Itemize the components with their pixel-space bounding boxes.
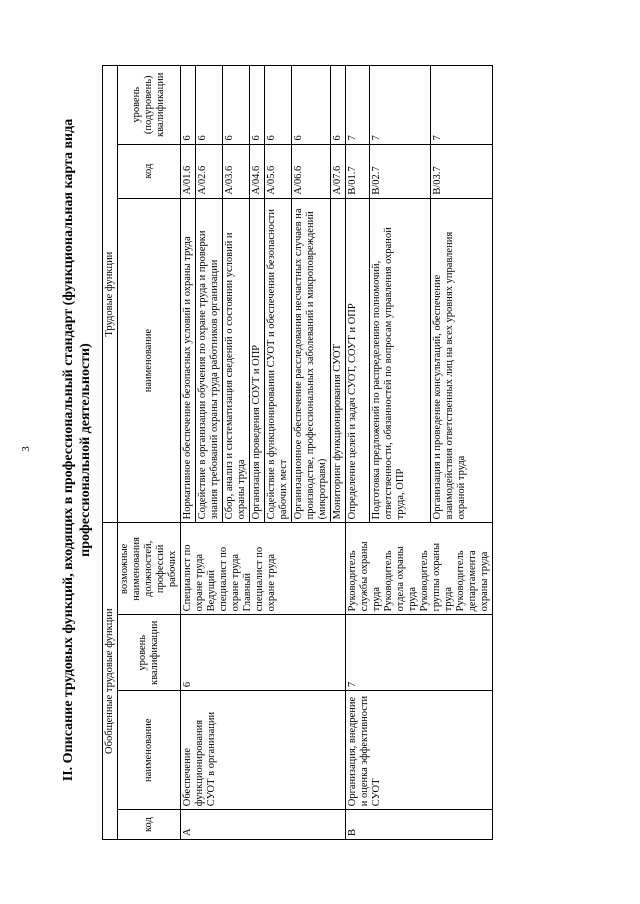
header-function-level: уровень (подуровень) квалификации [118,66,181,145]
header-posts: возможные наименования должностей, профессий рабочих [118,523,181,615]
function-level: 6 [223,66,250,145]
group-generalized-header: Обобщенные трудовые функции [103,523,118,840]
function-name: Организация и проведение консультаций, обеспечение взаимодействия ответственных лиц на всех уровнях управления охраной труда [431,198,493,523]
function-level: 6 [196,66,223,145]
table-row [181,66,196,840]
function-code: A/05.6 [265,144,292,198]
page-number: 3 [19,446,32,452]
table-row [346,66,370,840]
gen-code: B [346,810,493,840]
function-name: Содействие в организации обучения по охране труда и проверки знания требований охраны труда работников организации [196,198,223,523]
function-name: Содействие в функционировании СУОТ и обеспечении безопасности рабочих мест [265,198,292,523]
section-heading: II. Описание трудовых функций, входящих в профессиональный стандарт (функциональная карта вида профессиональной деятельности) [61,118,93,782]
function-name: Нормативное обеспечение безопасных условий и охраны труда [181,198,196,523]
function-level: 6 [181,66,196,145]
function-name: Мониторинг функционирования СУОТ [331,198,346,523]
gen-posts: Специалист по охране труда Ведущий специалист по охране труда Главный специалист по охране труда [181,523,346,615]
function-level: 6 [292,66,331,145]
function-code: B/01.7 [346,144,370,198]
function-code: A/02.6 [196,144,223,198]
function-name: Организация проведения СОУТ и ОПР [250,198,265,523]
function-code: A/07.6 [331,144,346,198]
header-code: код [118,810,181,840]
header-function-code: код [118,144,181,198]
gen-name: Организация, внедрение и оценка эффективности СУОТ [346,691,493,810]
function-level: 6 [265,66,292,145]
function-level: 6 [331,66,346,145]
function-code: B/03.7 [431,144,493,198]
function-level: 7 [369,66,431,145]
group-labor-header: Трудовые функции [103,66,118,523]
rotated-page-content [60,60,600,840]
function-code: A/04.6 [250,144,265,198]
header-function-name: наименование [118,198,181,523]
gen-code: A [181,810,346,840]
header-level: уровень квалификации [118,615,181,691]
function-code: A/06.6 [292,144,331,198]
function-level: 7 [346,66,370,145]
function-code: A/03.6 [223,144,250,198]
gen-level: 7 [346,615,493,691]
function-name: Подготовка предложений по распределению полномочий, ответственности, обязанностей по вопросам управления охраной труда, ОПР [369,198,431,523]
function-name: Определение целей и задач СУОТ, СОУТ и ОПР [346,198,370,523]
gen-level: 6 [181,615,346,691]
function-code: B/02.7 [369,144,431,198]
gen-name: Обеспечение функционирования СУОТ в организации [181,691,346,810]
function-level: 6 [250,66,265,145]
header-name: наименование [118,691,181,810]
function-level: 7 [431,66,493,145]
function-code: A/01.6 [181,144,196,198]
functions-table [102,65,493,840]
gen-posts: Руководитель службы охраны труда Руководитель отдела охраны труда Руководитель группы охраны труда Руководитель департамента охраны труда [346,523,493,615]
function-name: Сбор, анализ и систематизация сведений о состоянии условий и охраны труда [223,198,250,523]
function-name: Организационное обеспечение расследования несчастных случаев на производстве, профессиональных заболеваний и микроповреждений (микротравм) [292,198,331,523]
